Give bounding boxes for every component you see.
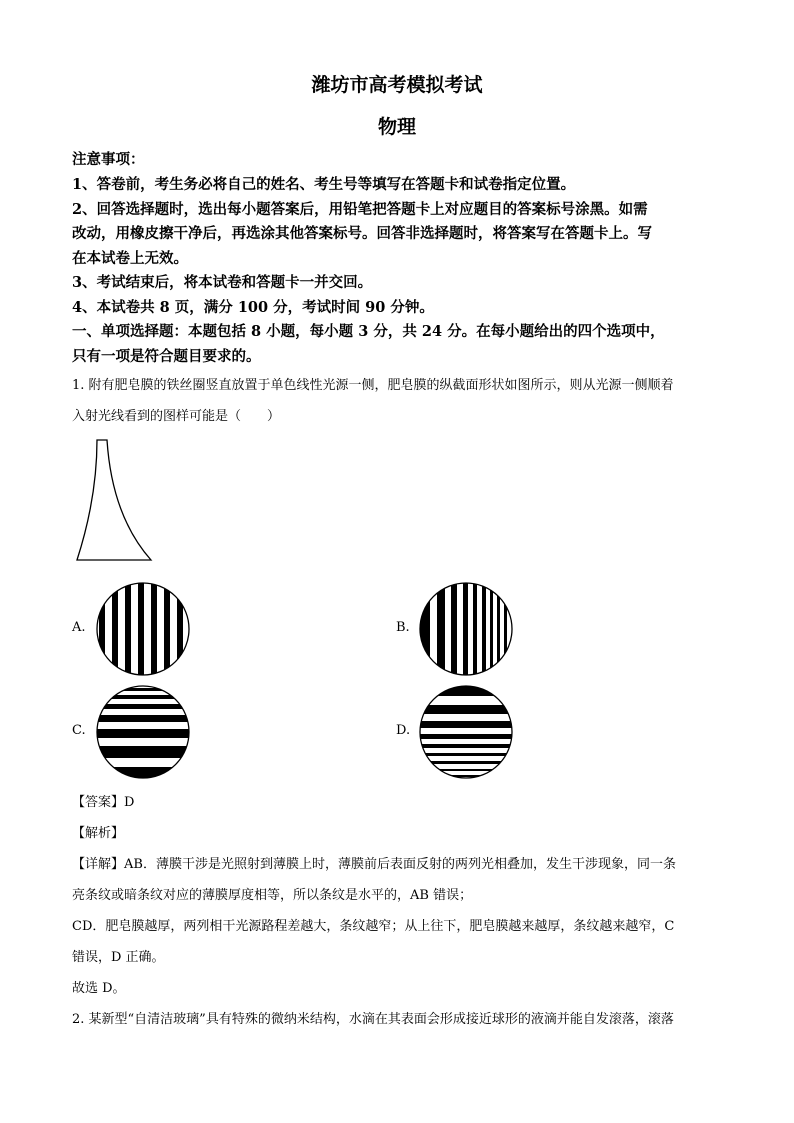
detail-line: CD．肥皂膜越厚，两列相干光源路程差越大，条纹越窄；从上往下，肥皂膜越来越厚，条纹越来越窄，C	[72, 919, 675, 934]
detail-line: 【详解】AB．薄膜干涉是光照射到薄膜上时，薄膜前后表面反射的两列光相叠加，发生干涉现象，同一条	[72, 857, 676, 872]
option-a-stripes[interactable]	[95, 581, 191, 677]
option-c-label: C.	[72, 723, 86, 738]
option-d-stripes[interactable]	[418, 684, 514, 780]
detail-line: 错误，D 正确。	[72, 950, 165, 965]
notice-item: 改动，用橡皮擦干净后，再选涂其他答案标号。回答非选择题时，将答案写在答题卡上。写	[72, 225, 652, 242]
answer: 【答案】D	[72, 795, 135, 810]
option-d-label: D.	[396, 723, 411, 738]
notice-item: 在本试卷上无效。	[72, 250, 188, 267]
notice-item: 4、本试卷共 8 页，满分 100 分，考试时间 90 分钟。	[72, 299, 434, 316]
option-b-label: B.	[396, 620, 410, 635]
notice-item: 3、考试结束后，将本试卷和答题卡一并交回。	[72, 274, 373, 291]
detail-line: 故选 D。	[72, 981, 126, 996]
notice-item: 1、答卷前，考生务必将自己的姓名、考生号等填写在答题卡和试卷指定位置。	[72, 176, 576, 193]
detail-line: 亮条纹或暗条纹对应的薄膜厚度相等，所以条纹是水平的，AB 错误；	[72, 888, 473, 903]
question-1-text: 1. 附有肥皂膜的铁丝圈竖直放置于单色线性光源一侧，肥皂膜的纵截面形状如图所示，则从光源一侧顺着	[72, 378, 674, 393]
soap-film-figure	[74, 438, 154, 564]
option-a-label: A.	[72, 620, 86, 635]
analysis-label: 【解析】	[72, 826, 125, 841]
question-1-text: 入射光线看到的图样可能是（ ）	[72, 409, 281, 424]
option-b-stripes[interactable]	[418, 581, 514, 677]
page-title: 潍坊市高考模拟考试	[311, 74, 483, 96]
subject-title: 物理	[377, 116, 416, 138]
option-c-stripes[interactable]	[95, 684, 191, 780]
section-heading: 只有一项是符合题目要求的。	[72, 348, 261, 365]
notice-heading: 注意事项：	[72, 151, 145, 168]
notice-item: 2、回答选择题时，选出每小题答案后，用铅笔把答题卡上对应题目的答案标号涂黑。如需	[72, 201, 648, 218]
question-2-text: 2. 某新型“自清洁玻璃”具有特殊的微纳米结构，水滴在其表面会形成接近球形的液滴并能自发滚落，滚落	[72, 1012, 674, 1027]
section-heading: 一、单项选择题：本题包括 8 小题，每小题 3 分，共 24 分。在每小题给出的四个选项中，	[72, 323, 665, 340]
